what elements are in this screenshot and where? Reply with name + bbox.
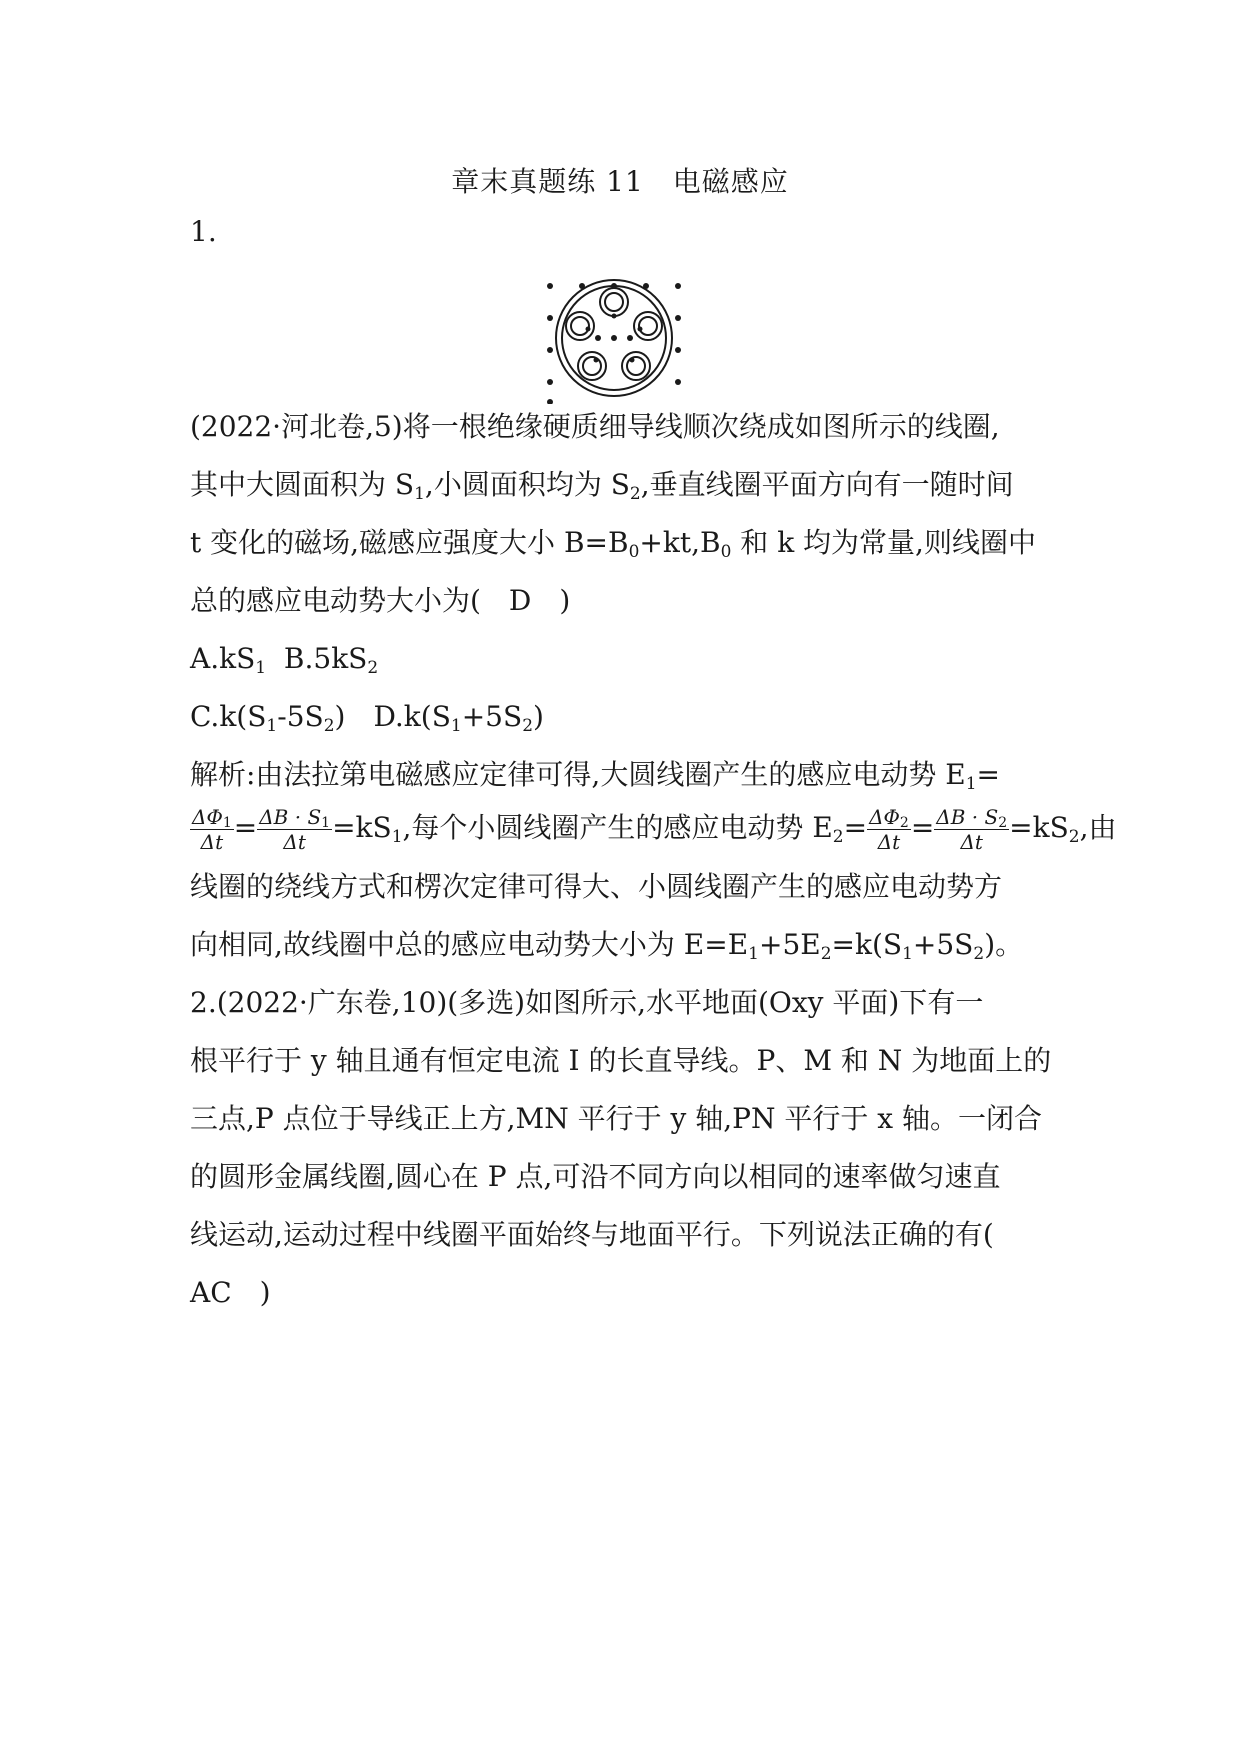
subscript: 1 (266, 716, 278, 736)
option-d: ) D.k(S (334, 700, 451, 733)
q1-analysis-line-3: 线圈的绕线方式和楞次定律可得大、小圆线圈产生的感应电动势方 (190, 870, 1003, 903)
denominator: Δt (283, 830, 306, 854)
denominator: Δt (200, 830, 224, 854)
text: -5S (277, 700, 324, 733)
text: 和 k 均为常量,则线圈中 (731, 526, 1036, 559)
text: ΔΦ (192, 805, 223, 829)
q1-analysis-line-4 (190, 925, 1023, 965)
text: 解析:由法拉第电磁感应定律可得,大圆线圈产生的感应电动势 E (190, 758, 966, 791)
q1-stem-line-4: 总的感应电动势大小为( D ) (190, 584, 571, 617)
subscript: 1 (255, 658, 267, 678)
q2-line-5: 线运动,运动过程中线圈平面始终与地面平行。下列说法正确的有( (190, 1218, 994, 1251)
q1-stem-line-3 (190, 523, 1036, 563)
equals: = (843, 811, 868, 844)
text: +5S (461, 700, 523, 733)
text: ,每个小圆线圈产生的感应电动势 E (402, 811, 833, 844)
text: ) (533, 700, 544, 733)
text: +kt,B (639, 526, 721, 559)
fraction-3 (867, 805, 911, 854)
subscript: 1 (391, 827, 403, 847)
q1-analysis-line-1 (190, 755, 1000, 795)
numerator (934, 805, 1009, 830)
subscript: 2 (820, 944, 832, 964)
text: +5E (758, 928, 821, 961)
text: 向相同,故线圈中总的感应电动势大小为 E=E (190, 928, 749, 961)
text: t 变化的磁场,磁感应强度大小 B=B (190, 526, 629, 559)
numerator (190, 805, 234, 830)
coil-figure (540, 274, 700, 404)
option-c: C.k(S (190, 700, 267, 733)
q2-line-4: 的圆形金属线圈,圆心在 P 点,可沿不同方向以相同的速率做匀速直 (190, 1160, 1001, 1193)
question-1-number: 1. (190, 215, 217, 248)
subscript: 1 (222, 815, 232, 831)
text: ,垂直线圈平面方向有一随时间 (640, 468, 1014, 501)
subscript: 1 (321, 815, 331, 831)
denominator: Δt (960, 830, 983, 854)
subscript: 0 (720, 542, 732, 562)
text: ,由 (1079, 811, 1117, 844)
option-a: A.kS (190, 642, 256, 675)
q1-options-ab (190, 639, 378, 679)
text: =kS (1009, 811, 1069, 844)
subscript: 2 (973, 944, 985, 964)
fraction-4 (934, 805, 1009, 854)
text: )。 (984, 928, 1024, 961)
text: =k(S (831, 928, 903, 961)
q2-line-6: AC ) (190, 1276, 271, 1309)
numerator (867, 805, 911, 830)
subscript: 2 (367, 658, 379, 678)
q1-options-cd (190, 697, 544, 737)
subscript: 2 (1068, 827, 1080, 847)
subscript: 0 (628, 542, 640, 562)
text: ΔΦ (869, 805, 900, 829)
fraction-1 (190, 805, 234, 854)
q2-line-2: 根平行于 y 轴且通有恒定电流 I 的长直导线。P、M 和 N 为地面上的 (190, 1044, 1052, 1077)
text: ΔB · S (936, 805, 999, 829)
q1-stem-line-1: (2022·河北卷,5)将一根绝缘硬质细导线顺次绕成如图所示的线圈, (190, 410, 1000, 443)
subscript: 2 (629, 484, 641, 504)
page-title: 章末真题练 11 电磁感应 (451, 165, 789, 198)
text: 其中大圆面积为 S (190, 468, 415, 501)
subscript: 1 (748, 944, 759, 964)
equals: = (233, 811, 258, 844)
subscript: 2 (998, 815, 1008, 831)
equals: = (910, 811, 935, 844)
q2-line-3: 三点,P 点位于导线正上方,MN 平行于 y 轴,PN 平行于 x 轴。一闭合 (190, 1102, 1042, 1135)
text: =kS (332, 811, 392, 844)
field-dots (547, 283, 681, 404)
option-b: B.5kS (266, 642, 368, 675)
text: = (976, 758, 1000, 791)
text: ΔB · S (259, 805, 322, 829)
q1-stem-line-2 (190, 465, 1014, 505)
numerator (257, 805, 332, 830)
subscript: 2 (323, 716, 335, 736)
text: ,小圆面积均为 S (424, 468, 630, 501)
q1-analysis-line-2 (190, 803, 1116, 854)
subscript: 2 (899, 815, 909, 831)
denominator: Δt (877, 830, 901, 854)
subscript: 2 (832, 827, 844, 847)
subscript: 1 (450, 716, 462, 736)
fraction-2 (257, 805, 332, 854)
subscript: 1 (965, 774, 977, 794)
text: +5S (912, 928, 974, 961)
subscript: 1 (414, 484, 425, 504)
q2-line-1: 2.(2022·广东卷,10)(多选)如图所示,水平地面(Oxy 平面)下有一 (190, 986, 984, 1019)
subscript: 2 (522, 716, 534, 736)
subscript: 1 (902, 944, 913, 964)
